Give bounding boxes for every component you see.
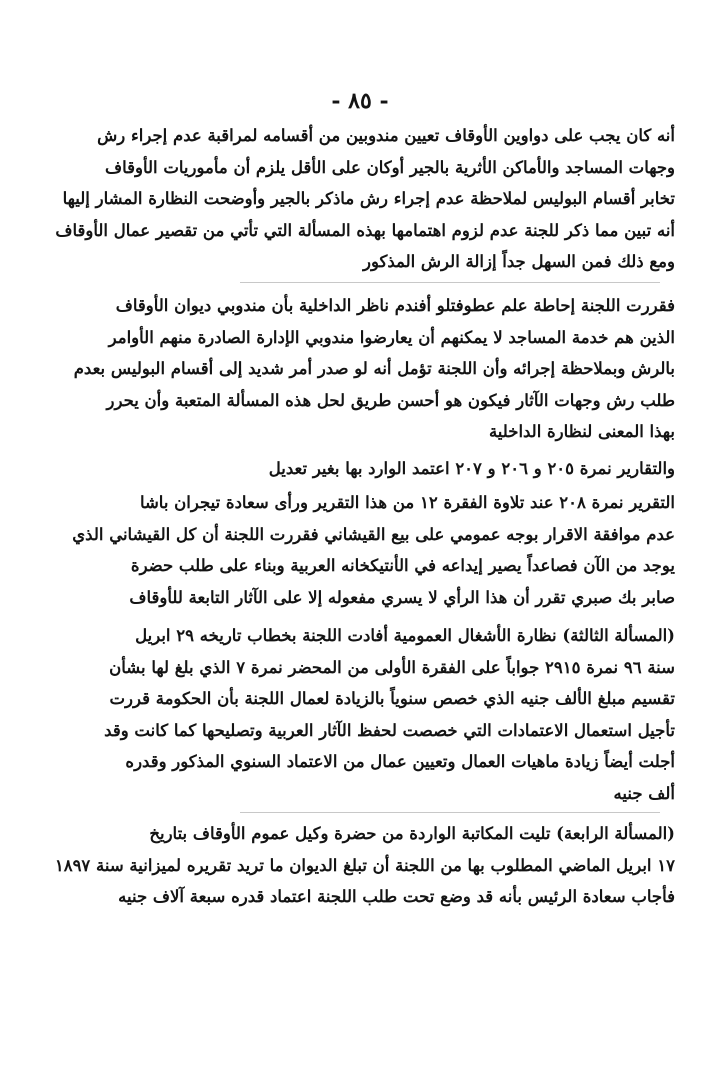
text-line: يوجد من الآن فصاعداً يصير إيداعه في الأنتيكخانه العربية وبناء على طلب حضرة [130, 556, 675, 575]
paragraph-3 [95, 453, 675, 485]
text-line: تقسيم مبلغ الألف جنيه الذي خصص سنوياً بالزيادة لعمال اللجنة بأن الحكومة قررت [109, 689, 675, 708]
text-line: وجهات المساجد والأماكن الأثرية بالجير أوكان على الأقل يلزم أن مأموريات الأوقاف [104, 157, 675, 177]
text-line: أنه كان يجب على دواوين الأوقاف تعيين مندوبين من أقسامه لمراقبة عدم إجراء رش [97, 126, 675, 145]
text-line: ١٧ ابريل الماضي المطلوب بها من اللجنة أن تبلغ الديوان ما تريد تقريره لميزانية سنة ١٨٩٧ [54, 855, 675, 875]
text-line: تخابر أقسام البوليس لملاحظة عدم إجراء رش ماذكر بالجير وأوضحت النظارة المشار إليها [62, 189, 675, 208]
page-number: - ٨٥ - [331, 88, 389, 114]
text-line: بهذا المعنى لنظارة الداخلية [488, 422, 675, 441]
paragraph-6 [54, 818, 675, 913]
text-line: أنه تبين مما ذكر للجنة عدم لزوم اهتمامها بهذه المسألة التي تأتي من تقصير عمال الأوقاف [55, 220, 675, 240]
text-line: عدم موافقة الاقرار بوجه عمومي على بيع القيشاني فقررت اللجنة أن كل القيشاني الذي [72, 524, 675, 544]
paragraph-4 [72, 487, 675, 613]
text-line: (المسألة الثالثة) نظارة الأشغال العمومية أفادت اللجنة بخطاب تاريخه ٢٩ ابريل [135, 626, 675, 645]
text-line: ألف جنيه [613, 783, 675, 803]
paragraph-1 [55, 120, 675, 278]
text-line: طلب رش وجهات الآثار فيكون هو أحسن طريق لحل هذه المسألة المتعبة وأن يحرر [106, 390, 675, 410]
text-line: والتقارير نمرة ٢٠٥ و ٢٠٦ و ٢٠٧ اعتمد الوارد بها بغير تعديل [268, 459, 675, 478]
text-line: فقررت اللجنة إحاطة علم عطوفتلو أفندم ناظر الداخلية بأن مندوبي ديوان الأوقاف [115, 296, 675, 315]
text-line: بالرش وبملاحظة إجرائه وأن اللجنة تؤمل أنه لو صدر أمر شديد إلى أقسام البوليس بعدم [73, 359, 675, 378]
text-line: ومع ذلك فمن السهل جداً إزالة الرش المذكور [363, 252, 675, 271]
text-line: التقرير نمرة ٢٠٨ عند تلاوة الفقرة ١٢ من هذا التقرير ورأى سعادة تيجران باشا [139, 493, 675, 512]
paragraph-5 [95, 620, 675, 809]
paragraph-2 [73, 290, 675, 448]
text-line: تأجيل استعمال الاعتمادات التي خصصت لحفظ الآثار العربية وتصليحها كما كانت وقد [104, 720, 675, 740]
text-line: سنة ٩٦ نمرة ٢٩١٥ جواباً على الفقرة الأولى من المحضر نمرة ٧ الذي بلغ لها بشأن [109, 657, 675, 677]
text-line: (المسألة الرابعة) تليت المكاتبة الواردة من حضرة وكيل عموم الأوقاف بتاريخ [149, 824, 675, 843]
text-line: فأجاب سعادة الرئيس بأنه قد وضع تحت طلب اللجنة اعتماد قدره سبعة آلاف جنيه [118, 887, 675, 906]
text-line: صابر بك صبري تقرر أن هذا الرأي لا يسري مفعوله إلا على الآثار التابعة للأوقاف [129, 587, 675, 607]
paragraph-divider [240, 282, 660, 283]
paragraph-divider [240, 812, 660, 813]
text-line: الذين هم خدمة المساجد لا يمكنهم أن يعارضوا مندوبي الإدارة الصادرة منهم الأوامر [108, 327, 675, 347]
text-line: أجلت أيضاً زيادة ماهيات العمال وتعيين عمال من الاعتماد السنوي المذكور وقدره [125, 752, 675, 771]
